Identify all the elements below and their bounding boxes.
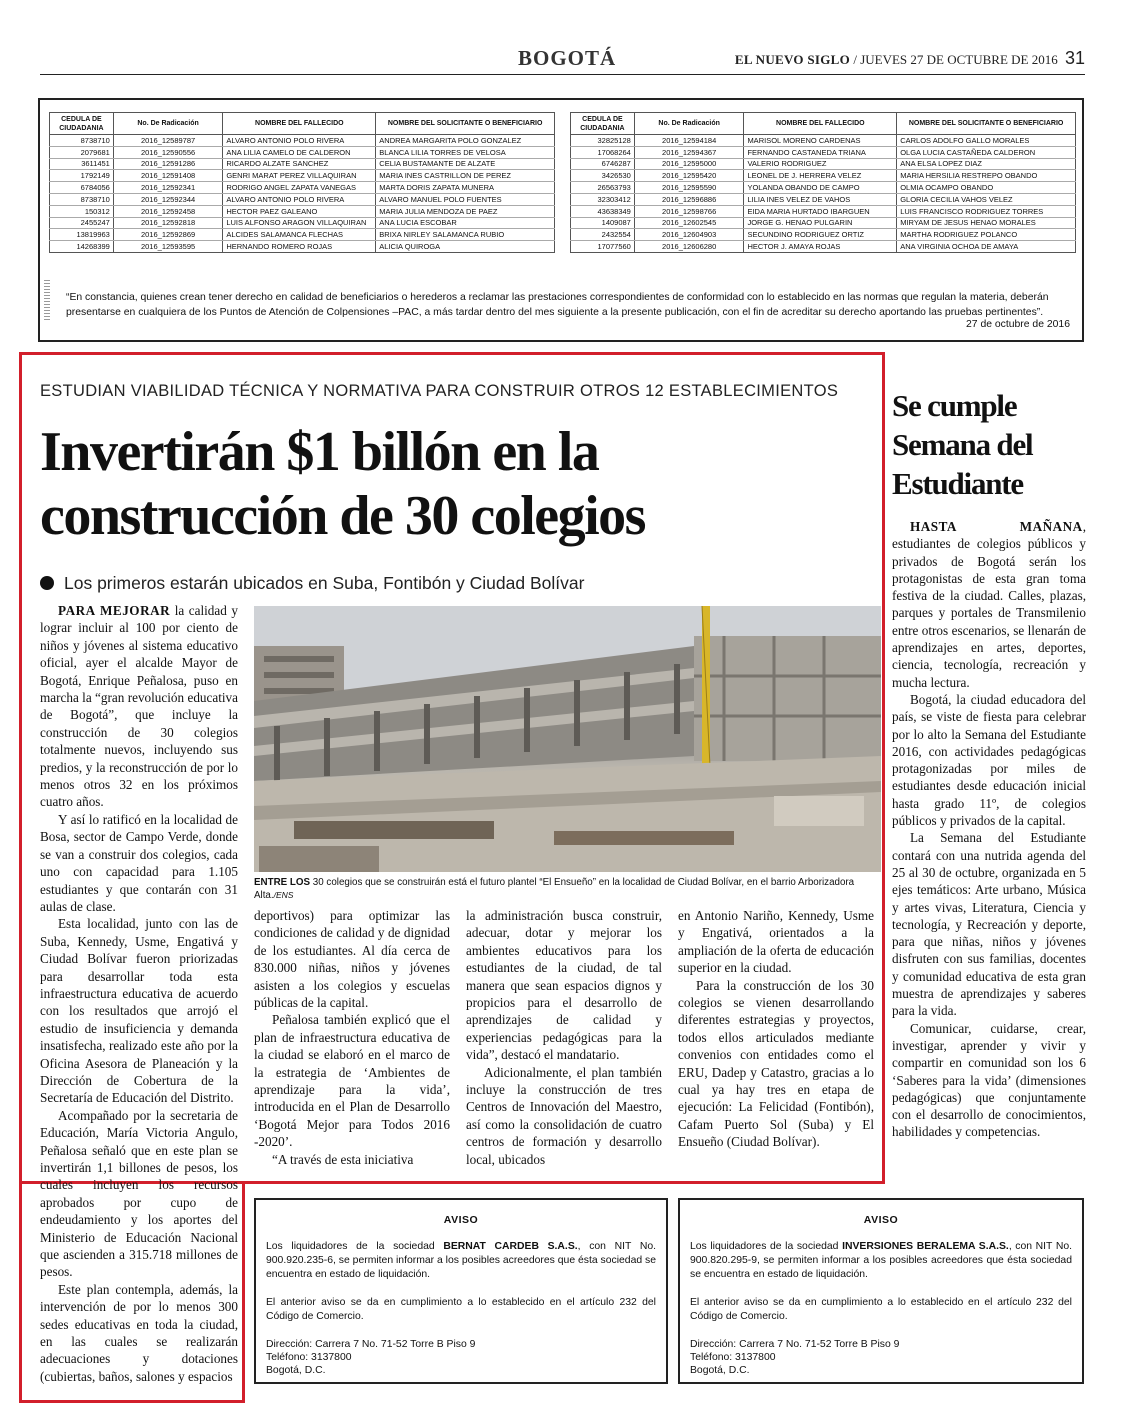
- table-cell: MARISOL MORENO CARDENAS: [744, 135, 897, 147]
- construction-photo: [254, 606, 881, 872]
- table-cell: ANA VIRGINIA OCHOA DE AMAYA: [897, 241, 1076, 253]
- aviso-phone: Teléfono: 3137800: [690, 1352, 776, 1363]
- article-paragraph: Y así lo ratificó en la localidad de Bosa, sector de Campo Verde, donde se van a construir dos colegios, cada uno con capacidad para 1.105 estudiantes y que contarán con 31 aulas de clase.: [40, 811, 238, 914]
- table-cell: 6784056: [50, 182, 114, 194]
- table-cell: MARIA JULIA MENDOZA DE PAEZ: [376, 205, 555, 217]
- table-cell: 2016_12592869: [113, 229, 223, 241]
- table-cell: 8738710: [50, 193, 114, 205]
- table-cell: 2016_12591408: [113, 170, 223, 182]
- aviso-phone: Teléfono: 3137800: [266, 1352, 352, 1363]
- page-number: 31: [1064, 48, 1085, 68]
- article-paragraph: Para la construcción de los 30 colegios se vienen desarrollando diferentes estrategias y proyectos, todos ellos articulados mediante convenios con entidades como el ERU, Dadep y Catastro, gracias a lo cual ya hay tres en etapa de ejecución: La Felicidad (Fontibón), Cafam Puerto Sol (Suba) y El Ensueño (Ciudad Bolívar).: [678, 977, 874, 1150]
- table-cell: 17077560: [571, 241, 635, 253]
- construction-photo-illustration: [254, 606, 881, 872]
- table-cell: ALVARO ANTONIO POLO RIVERA: [223, 135, 376, 147]
- aviso-box: [254, 1198, 668, 1384]
- article-column-3: [466, 907, 662, 1168]
- aviso-text: El anterior aviso se da en cumplimiento a lo establecido en el artículo 232 del Código de Comercio.: [266, 1297, 656, 1322]
- aviso-box: [678, 1198, 1084, 1384]
- table-cell: CELIA BUSTAMANTE DE ALZATE: [376, 158, 555, 170]
- bullet-icon: [40, 576, 54, 590]
- table-header-cell: CEDULA DE CIUDADANIA: [50, 113, 114, 135]
- sidebar-paragraph: La Semana del Estudiante contará con una nutrida agenda del 25 al 30 de octubre, organizada en 5 ejes temáticos: Arte urbano, Música y artes vivas, Literatura, Ciencia y tecnología, y Recreación y deporte, para que niñas, niños y jóvenes disfruten con sus familias, docentes y comunidad educativa de esta gran muestra de aprendizajes y saberes para la vida.: [892, 830, 1086, 1019]
- table-row: [50, 158, 555, 170]
- article-paragraph: “A través de esta iniciativa: [272, 1151, 414, 1167]
- aviso-address: Dirección: Carrera 7 No. 71-52 Torre B Piso 9: [266, 1339, 476, 1350]
- aviso-title: AVISO: [863, 1214, 899, 1226]
- table-row: [50, 170, 555, 182]
- aviso-city: Bogotá, D.C.: [690, 1365, 750, 1376]
- article-paragraph: Este plan contempla, además, la intervención de por lo menos 300 sedes educativas en toda la ciudad, en las cuales se realizarán adecuaciones y dotaciones (cubiertas, baños, salones y espacios: [40, 1281, 238, 1384]
- table-cell: LEONEL DE J. HERRERA VELEZ: [744, 170, 897, 182]
- table-cell: 2016_12604903: [634, 229, 744, 241]
- header-rule: [40, 74, 1085, 75]
- table-cell: HECTOR PAEZ GALEANO: [223, 205, 376, 217]
- article-subhead: [40, 573, 584, 594]
- table-cell: 6746287: [571, 158, 635, 170]
- aviso-company: INVERSIONES BERALEMA S.A.S.: [842, 1241, 1009, 1252]
- article-paragraph: deportivos) para optimizar las condiciones de calidad y de dignidad de los estudiantes. Al día cerca de 830.000 niñas, niños y jóvenes asisten a los colegios y escuelas públicas de la capital.: [254, 908, 450, 1011]
- photo-caption: [254, 876, 881, 902]
- aviso-company: BERNAT CARDEB S.A.S.: [443, 1241, 578, 1252]
- table-row: [50, 205, 555, 217]
- table-cell: 2432554: [571, 229, 635, 241]
- table-row: [571, 193, 1076, 205]
- table-cell: LUIS FRANCISCO RODRIGUEZ TORRES: [897, 205, 1076, 217]
- article-paragraph: la administración busca construir, adecuar, dotar y mejorar los ambientes educativos para los estudiantes de la ciudad, de tal manera que sean espacios dignos y propicios para el desarrollo de aprendizajes de calidad y experiencias pedagógicas para la vida”, destacó el mandatario.: [466, 908, 662, 1063]
- table-row: [571, 146, 1076, 158]
- table-cell: 2079681: [50, 146, 114, 158]
- table-cell: ALICIA QUIROGA: [376, 241, 555, 253]
- table-cell: 150312: [50, 205, 114, 217]
- table-header-cell: NOMBRE DEL FALLECIDO: [223, 113, 376, 135]
- sidebar-paragraph: Bogotá, la ciudad educadora del país, se viste de fiesta para celebrar por lo alto la Semana del Estudiante 2016, con actividades pedagógicas protagonizadas por miles de estudiantes desde educación inicial hasta grado 11º, de colegios públicos y privados de la capital.: [892, 691, 1086, 829]
- table-cell: 14268399: [50, 241, 114, 253]
- table-cell: OLMIA OCAMPO OBANDO: [897, 182, 1076, 194]
- table-header-cell: NOMBRE DEL FALLECIDO: [744, 113, 897, 135]
- table-cell: 2016_12596886: [634, 193, 744, 205]
- sidebar-headline: Se cumple Semana del Estudiante: [892, 388, 1033, 501]
- aviso-title: AVISO: [443, 1214, 479, 1226]
- table-cell: 2016_12589787: [113, 135, 223, 147]
- article-paragraph: Acompañado por la secretaria de Educación, María Victoria Angulo, Peñalosa señaló que en este plan se invertirán 1,1 billones de pesos, los cuales incluyen los recursos aprobados por cupo de endeudamiento y los aportes del Ministerio de Educación Nacional que ascienden a 315.718 millones de pesos.: [40, 1107, 238, 1280]
- table-header-cell: No. De Radicación: [113, 113, 223, 135]
- table-row: [50, 146, 555, 158]
- table-row: [571, 229, 1076, 241]
- table-row: [571, 217, 1076, 229]
- table-header-cell: NOMBRE DEL SOLICITANTE O BENEFICIARIO: [897, 113, 1076, 135]
- table-row: [571, 205, 1076, 217]
- table-header-cell: No. De Radicación: [634, 113, 744, 135]
- table-row: [571, 170, 1076, 182]
- table-cell: EIDA MARIA HURTADO IBARGUEN: [744, 205, 897, 217]
- table-cell: 43638349: [571, 205, 635, 217]
- aviso-address: Dirección: Carrera 7 No. 71-52 Torre B Piso 9: [690, 1339, 900, 1350]
- table-cell: ANDREA MARGARITA POLO GONZALEZ: [376, 135, 555, 147]
- table-cell: ALVARO ANTONIO POLO RIVERA: [223, 193, 376, 205]
- table-cell: JORGE G. HENAO PULGARIN: [744, 217, 897, 229]
- notice-side-marks: [44, 280, 50, 320]
- sidebar-body: [892, 518, 1086, 1141]
- aviso-text: , con NIT No. 900.820.295-9, se permiten informar a los posibles acreedores que ésta sociedad se encuentra en estado de liquidación.: [690, 1241, 1072, 1280]
- table-cell: FERNANDO CASTANEDA TRIANA: [744, 146, 897, 158]
- beneficiaries-table-right: [570, 112, 1076, 253]
- article-column-4: [678, 907, 874, 1151]
- article-kicker: ESTUDIAN VIABILIDAD TÉCNICA Y NORMATIVA PARA CONSTRUIR OTROS 12 ESTABLECIMIENTOS: [40, 382, 839, 400]
- table-header-cell: NOMBRE DEL SOLICITANTE O BENEFICIARIO: [376, 113, 555, 135]
- table-row: [50, 229, 555, 241]
- table-cell: SECUNDINO RODRIGUEZ ORTIZ: [744, 229, 897, 241]
- issue-date: / JUEVES 27 DE OCTUBRE DE 2016: [853, 52, 1058, 67]
- table-cell: 3611451: [50, 158, 114, 170]
- article-column-1: [40, 602, 238, 1385]
- table-cell: ANA LILIA CAMELO DE CALDERON: [223, 146, 376, 158]
- sidebar-lead: HASTA MAÑANA: [910, 519, 1083, 534]
- table-cell: 26563793: [571, 182, 635, 194]
- table-row: [571, 182, 1076, 194]
- table-cell: 8738710: [50, 135, 114, 147]
- table-cell: ALCIDES SALAMANCA FLECHAS: [223, 229, 376, 241]
- table-cell: ANA LUCIA ESCOBAR: [376, 217, 555, 229]
- table-cell: LUIS ALFONSO ARAGON VILLAQUIRAN: [223, 217, 376, 229]
- article-paragraph: Peñalosa también explicó que el plan de infraestructura educativa de la ciudad se elaboró en el marco de la estrategia de ‘Ambientes de aprendizaje para la vida’, introducida en el Plan de Desarrollo ‘Bogotá Mejor para Todos 2016 -2020’.: [254, 1012, 450, 1150]
- table-cell: 2016_12595420: [634, 170, 744, 182]
- table-cell: 17068264: [571, 146, 635, 158]
- table-cell: OLGA LUCIA CASTAÑEDA CALDERON: [897, 146, 1076, 158]
- table-cell: 2016_12591286: [113, 158, 223, 170]
- article-paragraph: Esta localidad, junto con las de Suba, Kennedy, Usme, Engativá y Ciudad Bolívar fueron priorizadas para desarrollar toda esta infraestructura educativa de acuerdo con los resultados que arrojó el estudio de insuficiencia y demanda insatisfecha, realizado este año por la Oficina Asesora de Planeación y la Dirección de Cobertura de la Secretaría de Educación del Distrito.: [40, 916, 238, 1106]
- table-cell: 2016_12592818: [113, 217, 223, 229]
- subhead-text: Los primeros estarán ubicados en Suba, Fontibón y Ciudad Bolívar: [64, 573, 585, 593]
- table-row: [50, 193, 555, 205]
- notice-text: “En constancia, quienes crean tener derecho en calidad de beneficiarios o herederos a reclamar las prestaciones correspondientes de conformidad con lo establecido en las normas que regulan la materia, deberán presentarse en cualquiera de los Puntos de Atención de Colpensiones –PAC, a más tardar dentro del mes siguiente a la presente publicación, con el fin de acreditar su derecho aportando las pruebas pertinentes”.: [66, 292, 1049, 318]
- article-paragraph: Adicionalmente, el plan también incluye la construcción de tres Centros de Innovación del Maestro, así como la consolidación de cuatro centros de formación y desarrollo local, ubicados: [466, 1064, 662, 1167]
- article-paragraph: en Antonio Nariño, Kennedy, Usme y Engativá, orientados a la ampliación de la oferta de educación superior en la ciudad.: [678, 908, 874, 976]
- table-row: [50, 217, 555, 229]
- table-cell: 2016_12590556: [113, 146, 223, 158]
- table-cell: 2016_12592344: [113, 193, 223, 205]
- table-cell: RICARDO ALZATE SANCHEZ: [223, 158, 376, 170]
- notice-date: 27 de octubre de 2016: [966, 319, 1070, 330]
- table-cell: 2016_12602545: [634, 217, 744, 229]
- table-cell: GENRI MARAT PEREZ VILLAQUIRAN: [223, 170, 376, 182]
- table-cell: BLANCA LILIA TORRES DE VELOSA: [376, 146, 555, 158]
- table-cell: 32825128: [571, 135, 635, 147]
- table-row: [571, 241, 1076, 253]
- masthead-info: [735, 48, 1085, 69]
- caption-text: 30 colegios que se construirán está el futuro plantel “El Ensueño” en la localidad de Ciudad Bolívar, en el barrio Arborizadora Alta.: [254, 877, 855, 901]
- table-cell: 3426530: [571, 170, 635, 182]
- table-cell: 2016_12598766: [634, 205, 744, 217]
- table-cell: 1409087: [571, 217, 635, 229]
- article-column-2: [254, 907, 450, 1168]
- table-cell: 2016_12595590: [634, 182, 744, 194]
- table-row: [571, 158, 1076, 170]
- aviso-text: Los liquidadores de la sociedad: [690, 1241, 843, 1252]
- table-header-cell: CEDULA DE CIUDADANIA: [571, 113, 635, 135]
- table-cell: RODRIGO ANGEL ZAPATA VANEGAS: [223, 182, 376, 194]
- table-cell: MARIA HERSILIA RESTREPO OBANDO: [897, 170, 1076, 182]
- caption-lead: ENTRE LOS: [254, 877, 311, 888]
- table-cell: 2016_12592341: [113, 182, 223, 194]
- table-cell: 2455247: [50, 217, 114, 229]
- article-paragraph: la calidad y lograr incluir al 100 por ciento de niños y jóvenes al sistema educativo oficial, ayer el alcalde Mayor de Bogotá, Enrique Peñalosa, puso en marcha la “gran revolución educativa de Bogotá”, que incluye la construcción de 30 colegios totalmente nuevos, incluyendo sus predios, y la reconstrucción de por lo menos otros 32 en los próximos cuatro años.: [40, 603, 238, 810]
- table-cell: MARIA INES CASTRILLON DE PEREZ: [376, 170, 555, 182]
- table-cell: MARTHA RODRIGUEZ POLANCO: [897, 229, 1076, 241]
- sidebar-paragraph: Comunicar, cuidarse, crear, investigar, aprender y vivir y compartir en comunidad son los 6 ‘Saberes para la vida’ (dimensiones pedagógicas) que conjuntamente con el desarrollo de conocimientos, habilidades y competencias.: [892, 1020, 1086, 1140]
- newspaper-name: EL NUEVO SIGLO: [734, 52, 851, 67]
- aviso-city: Bogotá, D.C.: [266, 1365, 326, 1376]
- aviso-text: El anterior aviso se da en cumplimiento a lo establecido en el artículo 232 del Código de Comercio.: [690, 1297, 1072, 1322]
- table-cell: GLORIA CECILIA VAHOS VELEZ: [897, 193, 1076, 205]
- table-cell: HECTOR J. AMAYA ROJAS: [744, 241, 897, 253]
- table-cell: 32303412: [571, 193, 635, 205]
- sidebar-paragraph: , estudiantes de colegios públicos y privados de Bogotá serán los protagonistas de esta gran toma festiva de la ciudad. Calles, plazas, parques y portales de Transmilenio entre otros escenarios, se llenarán de aprendizajes en artes, deportes, ciencia, tecnología, recreación y mucha lectura.: [892, 519, 1086, 690]
- table-cell: ANA ELSA LOPEZ DIAZ: [897, 158, 1076, 170]
- table-cell: VALERIO RODRIGUEZ: [744, 158, 897, 170]
- table-cell: 1792149: [50, 170, 114, 182]
- table-row: [571, 135, 1076, 147]
- table-cell: 2016_12593595: [113, 241, 223, 253]
- table-row: [50, 241, 555, 253]
- caption-credit: /ENS: [273, 890, 294, 900]
- legal-notice: [38, 98, 1084, 342]
- aviso-text: , con NIT No. 900.920.235-6, se permiten informar a los posibles acreedores que ésta sociedad se encuentra en estado de liquidación.: [266, 1241, 656, 1280]
- table-cell: ALVARO MANUEL POLO FUENTES: [376, 193, 555, 205]
- table-cell: YOLANDA OBANDO DE CAMPO: [744, 182, 897, 194]
- article-lead: PARA MEJORAR: [58, 603, 171, 618]
- table-cell: 2016_12595000: [634, 158, 744, 170]
- table-cell: HERNANDO ROMERO ROJAS: [223, 241, 376, 253]
- table-cell: 2016_12594184: [634, 135, 744, 147]
- table-cell: LILIA INES VELEZ DE VAHOS: [744, 193, 897, 205]
- table-row: [50, 135, 555, 147]
- table-cell: BRIXA NIRLEY SALAMANCA RUBIO: [376, 229, 555, 241]
- table-cell: 2016_12592458: [113, 205, 223, 217]
- table-cell: 13819963: [50, 229, 114, 241]
- table-cell: CARLOS ADOLFO GALLO MORALES: [897, 135, 1076, 147]
- article-headline: Invertirán $1 billón en la construcción de 30 colegios: [40, 421, 645, 547]
- table-cell: 2016_12594367: [634, 146, 744, 158]
- table-cell: 2016_12606280: [634, 241, 744, 253]
- aviso-text: Los liquidadores de la sociedad: [266, 1241, 444, 1252]
- table-row: [50, 182, 555, 194]
- beneficiaries-table-left: [49, 112, 555, 253]
- table-cell: MIRYAM DE JESUS HENAO MORALES: [897, 217, 1076, 229]
- section-title: BOGOTÁ: [518, 46, 617, 70]
- table-cell: MARTA DORIS ZAPATA MUNERA: [376, 182, 555, 194]
